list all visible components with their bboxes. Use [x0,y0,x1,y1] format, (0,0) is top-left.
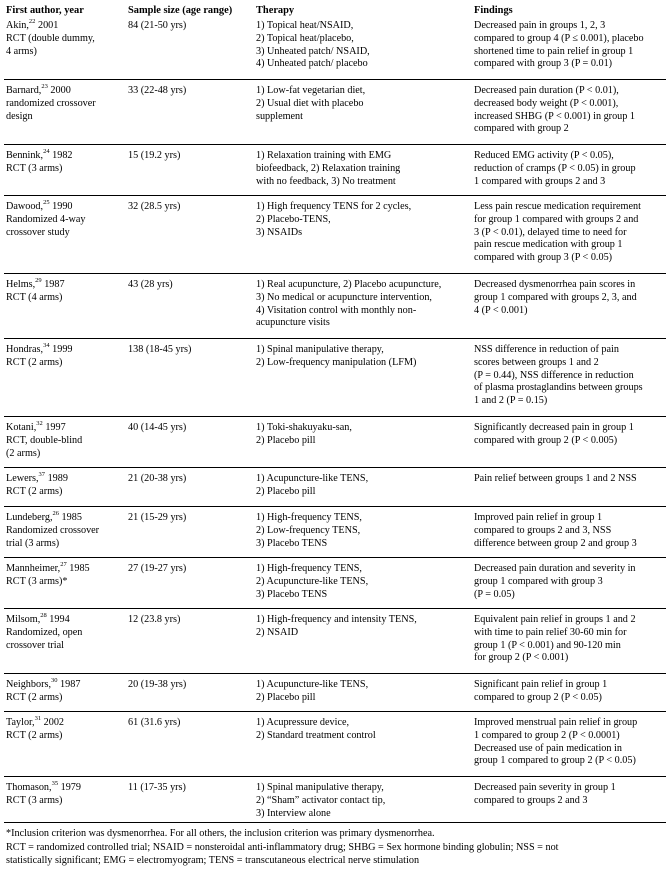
sample-size: 32 (28.5 yrs) [128,201,181,212]
findings-line: shortened time to pain relief in group 1 [474,45,634,57]
findings-line: Decreased pain duration (P < 0.01), [474,85,619,96]
therapy-line: 1) Acupuncture-like TENS, [256,679,369,690]
therapy-line: 1) Low-fat vegetarian diet, [256,85,366,96]
table-bottom-rule [4,822,666,823]
therapy-line: supplement [256,110,303,122]
sample-size: 138 (18-45 yrs) [128,344,192,355]
study-year: 2001 [35,20,59,31]
therapy-line: 2) Topical heat/placebo, [256,32,354,44]
author-year [6,611,70,627]
study-design-line: RCT, double-blind [6,434,83,446]
findings-line: 4 (P < 0.001) [474,304,528,316]
study-design-line: 4 arms) [6,45,37,57]
reference-number: 34 [43,341,50,349]
study-year: 1987 [57,679,81,690]
row-divider [4,608,666,609]
findings-line: Reduced EMG activity (P < 0.05), [474,150,614,161]
row-divider [4,506,666,507]
therapy-line: biofeedback, 2) Relaxation training [256,162,401,174]
study-design-line: crossover study [6,226,70,238]
study-design-line: Randomized 4-way [6,213,86,225]
findings-line: Decreased pain severity in group 1 [474,782,616,793]
study-design-line: RCT (2 arms) [6,691,63,703]
author-name: Bennink, [6,150,44,161]
author-year [6,341,73,357]
study-design-line: RCT (2 arms) [6,485,63,497]
author-name: Dawood, [6,201,44,212]
findings-line: Improved menstrual pain relief in group [474,717,638,728]
reference-number: 22 [28,17,36,25]
author-name: Lewers, [6,473,39,484]
sample-size: 84 (21-50 yrs) [128,20,187,31]
findings-line: 1 and 2 (P = 0.15) [474,395,548,407]
study-year: 1985 [66,563,90,574]
row-divider [4,195,666,196]
study-year: 1979 [58,782,81,793]
sample-size: 33 (22-48 yrs) [128,85,187,96]
findings-line: Equivalent pain relief in groups 1 and 2 [474,614,636,625]
therapy-line: 2) Low-frequency TENS, [256,524,361,536]
therapy-line: 2) Placebo pill [256,485,316,497]
study-year: 1997 [42,422,66,433]
header-findings: Findings [474,5,513,16]
findings-line: compared with group 2 (P < 0.005) [474,434,618,446]
therapy-line: 3) Placebo TENS [256,537,328,549]
author-name: Akin, [6,20,29,31]
findings-line: pain rescue medication with group 1 [474,239,623,251]
author-name: Milsom, [6,614,41,625]
therapy-line: 3) Placebo TENS [256,588,328,600]
therapy-line: 2) Placebo-TENS, [256,213,331,225]
footnote-line: *Inclusion criterion was dysmenorrhea. For all others, the inclusion criterion was primary dysmenorrhea. [6,828,435,839]
findings-line: compared with group 3 (P = 0.01) [474,58,613,70]
therapy-line: 1) Acupuncture-like TENS, [256,473,369,484]
study-design-line: RCT (3 arms)* [6,575,68,587]
header-first-author: First author, year [6,5,84,16]
therapy-line: 2) NSAID [256,626,299,638]
sample-size: 11 (17-35 yrs) [128,782,186,793]
footnote-line: RCT = randomized controlled trial; NSAID = nonsteroidal anti-inflammatory drug; SHBG = Sex hormone binding globulin; NSS = not [6,842,559,853]
author-year [6,276,65,292]
findings-line: increased SHBG (P < 0.001) in group 1 [474,110,635,122]
study-design-line: crossover trial [6,639,64,651]
author-name: Kotani, [6,422,37,433]
author-name: Neighbors, [6,679,51,690]
study-design-line: Randomized, open [6,626,83,638]
sample-size: 20 (19-38 yrs) [128,679,187,690]
study-design-line: Randomized crossover [6,524,100,536]
sample-size: 21 (15-29 yrs) [128,512,187,523]
findings-line: Decreased use of pain medication in [474,742,622,754]
therapy-line: 1) Real acupuncture, 2) Placebo acupuncture, [256,279,442,290]
sample-size: 43 (28 yrs) [128,279,173,290]
findings-line: compared to groups 2 and 3, NSS [474,524,612,536]
author-year [6,779,81,795]
author-year [6,147,73,163]
author-year [6,714,65,730]
header-sample-size: Sample size (age range) [128,5,233,16]
study-design-line: RCT (2 arms) [6,356,63,368]
author-year [6,419,66,435]
findings-line: for group 1 compared with groups 2 and [474,213,639,225]
therapy-line: 1) Acupressure device, [256,717,350,728]
sample-size: 27 (19-27 yrs) [128,563,187,574]
author-name: Mannheimer, [6,563,61,574]
findings-line: Pain relief between groups 1 and 2 NSS [474,473,637,484]
therapy-line: 2) Acupuncture-like TENS, [256,575,369,587]
findings-line: Improved pain relief in group 1 [474,512,603,523]
study-design-line: RCT (2 arms) [6,729,63,741]
findings-line: group 1 (P < 0.001) and 90-120 min [474,639,621,651]
study-design-line: randomized crossover [6,97,96,109]
footnote-line: statistically significant; EMG = electromyogram; TENS = transcutaneous electrical nerve stimulation [6,855,420,866]
therapy-line: 1) High-frequency and intensity TENS, [256,614,417,625]
reference-number: 28 [40,611,47,619]
findings-line: Decreased dysmenorrhea pain scores in [474,279,636,290]
row-divider [4,338,666,339]
findings-line: with time to pain relief 30-60 min for [474,626,627,638]
therapy-line: 3) Unheated patch/ NSAID, [256,45,370,57]
therapy-line: 1) Spinal manipulative therapy, [256,344,384,355]
findings-line: (P = 0.44), NSS difference in reduction [474,369,634,381]
findings-line: (P = 0.05) [474,588,515,600]
row-divider [4,711,666,712]
study-design-line: design [6,110,33,122]
author-year [6,198,73,214]
study-design-line: RCT (double dummy, [6,32,95,44]
study-year: 1989 [45,473,68,484]
author-year [6,676,81,692]
findings-line: difference between group 2 and group 3 [474,537,637,549]
therapy-line: 4) Visitation control with monthly non- [256,304,417,316]
findings-line: compared to groups 2 and 3 [474,794,588,806]
findings-line: of plasma prostaglandins between groups [474,382,643,394]
row-divider [4,416,666,417]
therapy-line: 2) Placebo pill [256,691,316,703]
reference-number: 25 [43,198,50,206]
therapy-line: 2) Usual diet with placebo [256,97,364,109]
findings-line: group 1 compared to group 2 (P < 0.05) [474,755,636,767]
study-year: 1994 [46,614,70,625]
author-year [6,17,59,33]
sample-size: 15 (19.2 yrs) [128,150,181,161]
findings-line: compared to group 4 (P ≤ 0.001), placebo [474,32,644,44]
row-divider [4,467,666,468]
reference-number: 37 [38,470,46,478]
therapy-line: 3) Interview alone [256,807,331,819]
findings-line: reduction of cramps (P < 0.05) in group [474,162,636,174]
author-year [6,509,82,525]
header-therapy: Therapy [256,5,295,16]
therapy-line: 2) Standard treatment control [256,729,376,741]
study-year: 1985 [59,512,82,523]
study-design-line: RCT (4 arms) [6,291,63,303]
author-name: Thomason, [6,782,52,793]
therapy-line: 2) “Sham” activator contact tip, [256,794,386,806]
findings-line: group 1 compared with group 3 [474,575,603,587]
findings-line: Decreased pain duration and severity in [474,563,636,574]
row-divider [4,273,666,274]
sample-size: 12 (23.8 yrs) [128,614,181,625]
findings-line: compared to group 2 (P < 0.05) [474,691,602,703]
findings-line: Significantly decreased pain in group 1 [474,422,634,433]
reference-number: 35 [51,779,59,787]
author-name: Taylor, [6,717,35,728]
sample-size: 61 (31.6 yrs) [128,717,181,728]
study-design-line: RCT (3 arms) [6,162,63,174]
findings-line: Less pain rescue medication requirement [474,201,641,212]
study-year: 1982 [49,150,73,161]
therapy-line: 2) Placebo pill [256,434,316,446]
author-year [6,82,71,98]
therapy-line: 4) Unheated patch/ placebo [256,58,368,70]
reference-number: 23 [41,82,48,90]
findings-line: compared with group 2 [474,123,569,135]
therapy-line: 1) Spinal manipulative therapy, [256,782,384,793]
study-design-line: trial (3 arms) [6,537,60,549]
therapy-line: 3) No medical or acupuncture intervention, [256,291,432,303]
study-design-line: (2 arms) [6,447,41,459]
findings-line: 3 (P < 0.01), delayed time to need for [474,226,627,238]
study-year: 2000 [47,85,71,96]
sample-size: 40 (14-45 yrs) [128,422,187,433]
findings-line: Significant pain relief in group 1 [474,679,608,690]
findings-line: for group 2 (P < 0.001) [474,652,569,664]
study-year: 1987 [41,279,65,290]
findings-line: NSS difference in reduction of pain [474,344,619,355]
findings-line: decreased body weight (P < 0.001), [474,97,619,109]
findings-line: Decreased pain in groups 1, 2, 3 [474,20,606,31]
author-name: Lundeberg, [6,512,53,523]
row-divider [4,557,666,558]
therapy-line: 1) Relaxation training with EMG [256,150,392,161]
findings-line: group 1 compared with groups 2, 3, and [474,291,637,303]
reference-number: 27 [60,560,67,568]
author-name: Barnard, [6,85,42,96]
reference-number: 32 [36,419,43,427]
therapy-line: 3) NSAIDs [256,226,303,238]
reference-number: 31 [34,714,42,722]
therapy-line: 1) High frequency TENS for 2 cycles, [256,201,412,212]
author-year [6,470,68,486]
row-divider [4,776,666,777]
findings-line: 1 compared to group 2 (P < 0.0001) [474,729,620,741]
findings-line: compared with group 3 (P < 0.05) [474,252,613,264]
sample-size: 21 (20-38 yrs) [128,473,187,484]
author-year [6,560,90,576]
findings-line: scores between groups 1 and 2 [474,356,599,368]
therapy-line: with no feedback, 3) No treatment [256,175,396,187]
therapy-line: 1) High-frequency TENS, [256,512,362,523]
reference-number: 26 [52,509,59,517]
row-divider [4,79,666,80]
row-divider [4,673,666,674]
reference-number: 29 [35,276,42,284]
row-divider [4,144,666,145]
therapy-line: acupuncture visits [256,317,330,329]
therapy-line: 1) High-frequency TENS, [256,563,362,574]
therapy-line: 1) Topical heat/NSAID, [256,20,354,31]
therapy-line: 1) Toki-shakuyaku-san, [256,422,352,433]
author-name: Hondras, [6,344,44,355]
reference-number: 30 [51,676,58,684]
study-year: 1990 [49,201,73,212]
reference-number: 24 [43,147,50,155]
study-design-line: RCT (3 arms) [6,794,63,806]
study-year: 1999 [49,344,73,355]
therapy-line: 2) Low-frequency manipulation (LFM) [256,356,417,368]
author-name: Helms, [6,279,36,290]
findings-line: 1 compared with groups 2 and 3 [474,175,606,187]
study-year: 2002 [41,717,65,728]
